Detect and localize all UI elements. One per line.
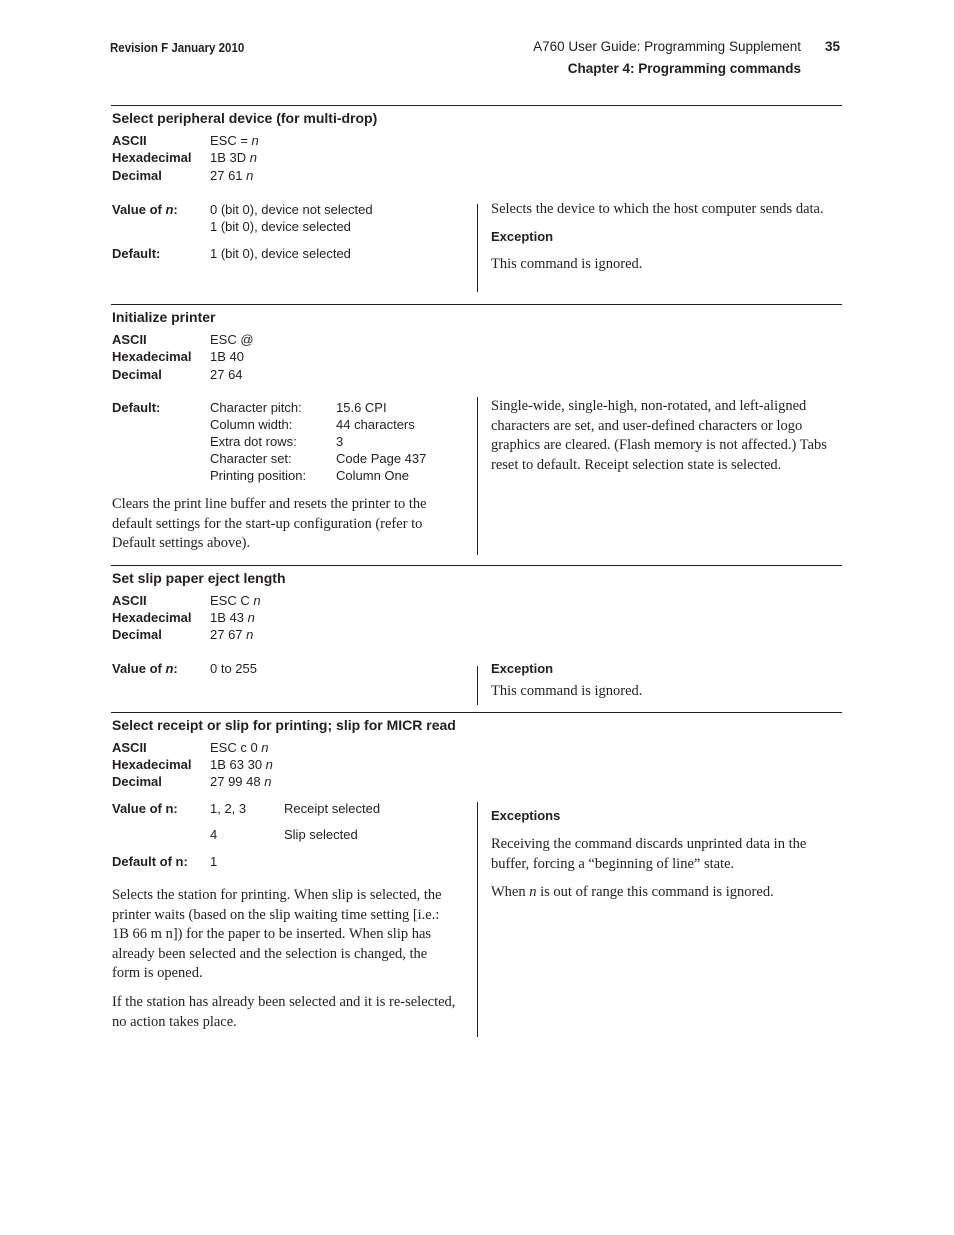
default-value: 1 (bit 0), device selected: [210, 246, 351, 261]
default-setting-value: Column One: [336, 468, 409, 483]
section-divider: [111, 304, 842, 305]
section-title: Select peripheral device (for multi-drop): [112, 110, 378, 126]
ascii-value: ESC C n: [210, 593, 261, 608]
decimal-label: Decimal: [112, 168, 162, 183]
exceptions-heading: Exceptions: [491, 808, 561, 823]
value-line: 0 (bit 0), device not selected: [210, 202, 373, 217]
chapter-title: Chapter 4: Programming commands: [567, 61, 801, 76]
revision-label: Revision F January 2010: [110, 41, 245, 55]
section-title: Initialize printer: [112, 309, 216, 325]
default-label: Default:: [112, 246, 161, 261]
column-divider: [477, 204, 478, 292]
default-setting-name: Character pitch:: [210, 400, 302, 415]
exception-text: When n is out of range this command is ignored.: [491, 884, 774, 900]
default-setting-name: Extra dot rows:: [210, 434, 297, 449]
decimal-label: Decimal: [112, 774, 162, 789]
hex-label: Hexadecimal: [112, 349, 192, 364]
value-of-n-label: Value of n:: [112, 801, 178, 816]
default-setting-value: Code Page 437: [336, 451, 427, 466]
value-n: 4: [210, 827, 218, 842]
value-of-n-label: Value of n:: [112, 661, 178, 676]
ascii-value: ESC @: [210, 332, 254, 347]
default-setting-value: 15.6 CPI: [336, 400, 387, 415]
column-divider: [477, 802, 478, 1037]
hex-label: Hexadecimal: [112, 610, 192, 625]
value-of-n-label: Value of n:: [112, 202, 178, 217]
hex-label: Hexadecimal: [112, 757, 192, 772]
ascii-value: ESC c 0 n: [210, 740, 269, 755]
description-text: If the station has already been selected and it is re-selected, no action takes place.: [112, 994, 456, 1030]
hex-value: 1B 3D n: [210, 150, 257, 165]
value-range: 0 to 255: [210, 661, 257, 676]
ascii-value: ESC = n: [210, 133, 259, 148]
value-line: 1 (bit 0), device selected: [210, 219, 351, 234]
default-setting-value: 3: [336, 434, 344, 449]
decimal-value: 27 64: [210, 367, 243, 382]
decimal-value: 27 61 n: [210, 168, 254, 183]
hex-value: 1B 63 30 n: [210, 757, 273, 772]
default-setting-name: Character set:: [210, 451, 292, 466]
value-meaning: Slip selected: [284, 827, 358, 842]
exception-heading: Exception: [491, 661, 554, 676]
ascii-label: ASCII: [112, 133, 147, 148]
column-divider: [477, 397, 478, 555]
value-meaning: Receipt selected: [284, 801, 381, 816]
default-label: Default:: [112, 400, 161, 415]
section-title: Select receipt or slip for printing; slip for MICR read: [112, 717, 456, 733]
decimal-value: 27 67 n: [210, 627, 254, 642]
guide-title: A760 User Guide: Programming Supplement: [533, 39, 801, 54]
section-divider: [111, 712, 842, 713]
ascii-label: ASCII: [112, 740, 147, 755]
section-divider: [111, 565, 842, 566]
section-title: Set slip paper eject length: [112, 570, 286, 586]
column-divider: [477, 666, 478, 705]
decimal-label: Decimal: [112, 367, 162, 382]
exception-text: This command is ignored.: [491, 683, 643, 699]
description-text: Selects the device to which the host computer sends data.: [491, 201, 824, 217]
decimal-value: 27 99 48 n: [210, 774, 272, 789]
exception-text: Receiving the command discards unprinted data in the buffer, forcing a “beginning of line” state.: [491, 836, 807, 872]
ascii-label: ASCII: [112, 593, 147, 608]
ascii-label: ASCII: [112, 332, 147, 347]
default-of-n-label: Default of n:: [112, 854, 188, 869]
default-setting-value: 44 characters: [336, 417, 415, 432]
default-setting-name: Column width:: [210, 417, 293, 432]
description-text: Clears the print line buffer and resets the printer to the default settings for the start-up configuration (refer to Default settings above).: [112, 496, 427, 551]
hex-label: Hexadecimal: [112, 150, 192, 165]
exception-text: This command is ignored.: [491, 256, 643, 272]
description-text: Selects the station for printing. When slip is selected, the printer waits (based on the slip waiting time setting [i.e.: 1B 66 m n]) for the paper to be inserted. When slip has already been selected and the selection is changed, the form is opened.: [112, 887, 442, 981]
value-n: 1, 2, 3: [210, 801, 247, 816]
default-value: 1: [210, 854, 218, 869]
page-number: 35: [825, 39, 841, 54]
section-divider: [111, 105, 842, 106]
default-setting-name: Printing position:: [210, 468, 307, 483]
hex-value: 1B 43 n: [210, 610, 255, 625]
exception-heading: Exception: [491, 229, 554, 244]
decimal-label: Decimal: [112, 627, 162, 642]
hex-value: 1B 40: [210, 349, 244, 364]
description-text: Single-wide, single-high, non-rotated, and left-aligned characters are set, and user-defined characters or logo graphics are cleared. (Flash memory is not affected.) Tabs reset to default. Receipt selection state is selected.: [491, 398, 827, 473]
